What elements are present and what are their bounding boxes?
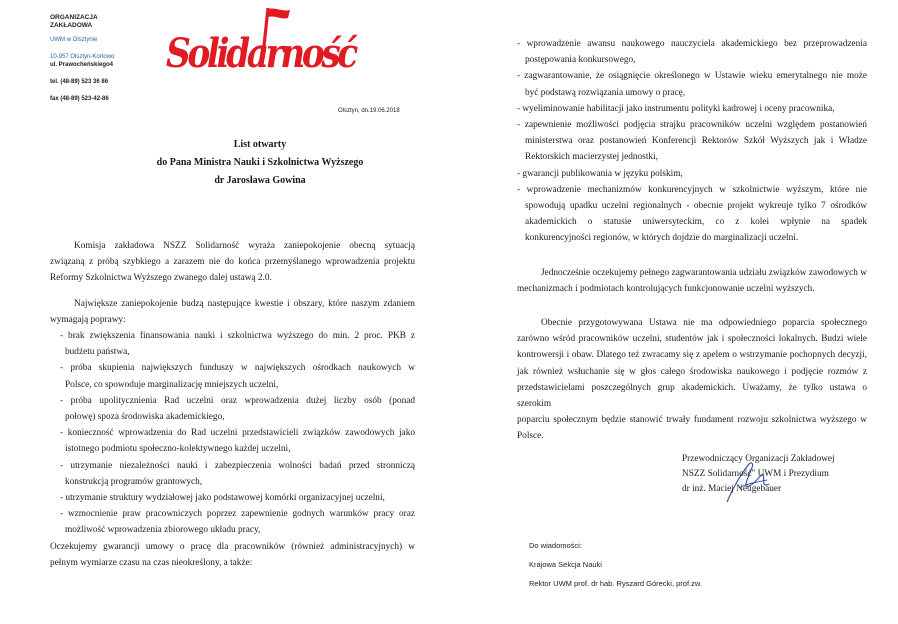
paragraph-line: jak również wsłuchanie się w głos całego środowiska naukowego i podjęcie rozmów z bbox=[517, 366, 867, 377]
bullet-line: Polsce, co spowoduje marginalizację mniejszych uczelni, bbox=[65, 379, 279, 390]
signature-line-1: Przewodniczący Organizacji Zakładowej bbox=[682, 454, 835, 464]
title-line-3: dr Jarosława Gowina bbox=[214, 175, 306, 186]
paragraph-line: związaną z próbą szybkiego a zarazem nie do końca przemyślanego wprowadzenia projektu bbox=[50, 257, 415, 268]
distribution-heading: Do wiadomości: bbox=[529, 541, 582, 550]
letter-body-right bbox=[517, 36, 867, 445]
paragraph-line: kontrowersji i obaw. Dlatego też zwracamy się z apelem o wstrzymanie pochopnych decyzji, bbox=[517, 350, 867, 361]
org-phone: tel. (48-89) 523 36 86 bbox=[50, 79, 109, 85]
paragraph-line: Jednocześnie oczekujemy pełnego zagwarantowania udziału związków zawodowych w bbox=[541, 267, 867, 278]
org-name-line2: ZAKŁADOWA bbox=[50, 22, 93, 29]
bullet-line: - gwarancji publikowania w języku polskim, bbox=[517, 168, 683, 179]
bullet-line: - utrzymanie niezależności nauki i zabezpieczenia wolności badań przed stronniczą bbox=[60, 460, 415, 471]
letter-body-left bbox=[50, 238, 415, 571]
bullet-line: ministerstwa oraz postanowień Konferencji Rektorów Szkół Wyższych jak i Władze bbox=[525, 136, 867, 147]
signature-block bbox=[682, 452, 835, 497]
distribution-recipient: Rektor UWM prof. dr hab. Ryszard Górecki, prof.zw. bbox=[529, 579, 702, 588]
paragraph-line: Największe zaniepokojenie budzą następujące kwestie i obszary, które naszym zdaniem bbox=[74, 298, 415, 309]
organization-header bbox=[50, 14, 114, 103]
bullet-line: konkurencyjności regionów, w których dojdzie do marginalizacji uczelni. bbox=[525, 233, 799, 244]
paragraph-line: przedstawicielami poszczególnych grup akademickich. Uważamy, że tylko ustawa o szerokim bbox=[517, 382, 867, 410]
bullet-line: połowę) spoza środowiska akademickiego, bbox=[65, 412, 225, 423]
paragraph-line: poparciu społecznym będzie stanowić trwały fundament rozwoju szkolnictwa wyższego w bbox=[517, 415, 867, 426]
bullet-line: Rektorskich macierzystej jednostki, bbox=[525, 152, 658, 163]
paragraph-line: Komisja zakładowa NSZZ Solidarność wyraża zaniepokojenie obecną sytuacją bbox=[74, 241, 415, 251]
bullet-line: być podstawą rozwiązania umowy o pracę, bbox=[525, 87, 686, 98]
title-line-1: List otwarty bbox=[233, 139, 287, 150]
paragraph-line: pełnym wymiarze czasu na czas nieokreślony, a także: bbox=[50, 557, 253, 568]
bullet-line: możliwość wprowadzenia zbiorowego układu pracy, bbox=[65, 525, 261, 536]
paragraph-line: Obecnie przygotowywana Ustawa nie ma odpowiedniego poparcia społecznego bbox=[541, 318, 867, 329]
paragraph-line: Oczekujemy gwarancji umowy o pracę dla pracowników (również administracyjnych) w bbox=[50, 541, 415, 552]
bullet-line: - zapewnienie możliwości podjęcia strajku pracowników uczelni względem postanowień bbox=[517, 120, 867, 131]
bullet-line: - wprowadzenie awansu naukowego nauczyciela akademickiego bez przeprowadzenia bbox=[517, 39, 867, 49]
letter-date: Olsztyn, dn.19.06.2018 bbox=[338, 108, 400, 114]
org-address-line1: 10-957 Olsztyn-Kortowo bbox=[50, 54, 115, 60]
org-name-line1: ORGANIZACJA bbox=[50, 14, 98, 21]
bullet-line: - próba skupienia największych funduszy w największych ośrodkach naukowych w bbox=[60, 363, 415, 374]
bullet-line: - wprowadzenie mechanizmów konkurencyjnych w szkolnictwie wyższym, które nie bbox=[517, 184, 867, 195]
paragraph-line: wymagają poprawy: bbox=[50, 314, 126, 325]
bullet-line: - próba upolitycznienia Rad uczelni oraz wprowadzenia dużej liczby osób (ponad bbox=[60, 395, 415, 406]
bullet-line: istotnego podmiotu społeczno-kolektywnego każdej uczelni, bbox=[65, 444, 291, 455]
org-unit: UWM w Olsztynie bbox=[50, 37, 98, 43]
signature-line-2: NSZZ Solidarność" UWM i Prezydium bbox=[682, 469, 829, 479]
signature-line-3: dr inż. Maciej Neugebauer bbox=[682, 484, 782, 494]
bullet-line: - brak zwiększenia finansowania nauki i szkolnictwa wyższego do min. 2 proc. PKB z bbox=[60, 331, 415, 342]
logo-wordmark: Solidarność bbox=[166, 30, 355, 77]
letter-title bbox=[140, 136, 380, 190]
distribution-recipient: Krajowa Sekcja Nauki bbox=[529, 560, 602, 569]
title-line-2: do Pana Ministra Nauki i Szkolnictwa Wyższego bbox=[156, 157, 364, 168]
bullet-line: konstrukcją programów grantowych, bbox=[65, 476, 203, 487]
paragraph-line: mechanizmach i podmiotach kontrolujących funkcjonowanie uczelni wyższych. bbox=[517, 283, 815, 294]
bullet-line: postępowania konkursowego, bbox=[525, 55, 636, 66]
bullet-line: budżetu państwa, bbox=[65, 347, 130, 358]
solidarnosc-logo bbox=[166, 4, 382, 78]
org-address-line2: ul. Prawocheńskiego4 bbox=[50, 62, 114, 68]
bullet-line: akademickich o statusie uniwersyteckim, co z kolei wpłynie na spadek bbox=[525, 217, 867, 228]
bullet-line: spowodują upadku uczelni regionalnych - obecnie projekt wykreuje tylko 7 ośrodków bbox=[525, 201, 867, 212]
org-fax: fax (48-89) 523-42-86 bbox=[50, 96, 109, 102]
bullet-line: - utrzymanie struktury wydziałowej jako podstawowej komórki organizacyjnej uczelni, bbox=[60, 493, 385, 504]
paragraph-line: zarówno wśród pracowników uczelni, studentów jak i społeczności lokalnych. Budzi wiele bbox=[517, 334, 867, 345]
bullet-line: - konieczność wprowadzenia do Rad uczelni przedstawicieli związków zawodowych jako bbox=[60, 428, 415, 439]
letter-page-2 bbox=[449, 0, 898, 624]
paragraph-line: Polsce. bbox=[517, 431, 544, 442]
bullet-line: - zagwarantowanie, że osiągnięcie określonego w Ustawie wieku emerytalnego nie może bbox=[517, 71, 867, 82]
bullet-line: - wzmocnienie praw pracowniczych poprzez zapewnienie godnych warunków pracy oraz bbox=[60, 509, 415, 520]
bullet-line: - wyeliminowanie habilitacji jako instrumentu polityki kadrowej i oceny pracownika, bbox=[517, 103, 835, 114]
distribution-list bbox=[529, 536, 702, 593]
paragraph-line: Reformy Szkolnictwa Wyższego zwanego dalej ustawą 2.0. bbox=[50, 273, 272, 284]
